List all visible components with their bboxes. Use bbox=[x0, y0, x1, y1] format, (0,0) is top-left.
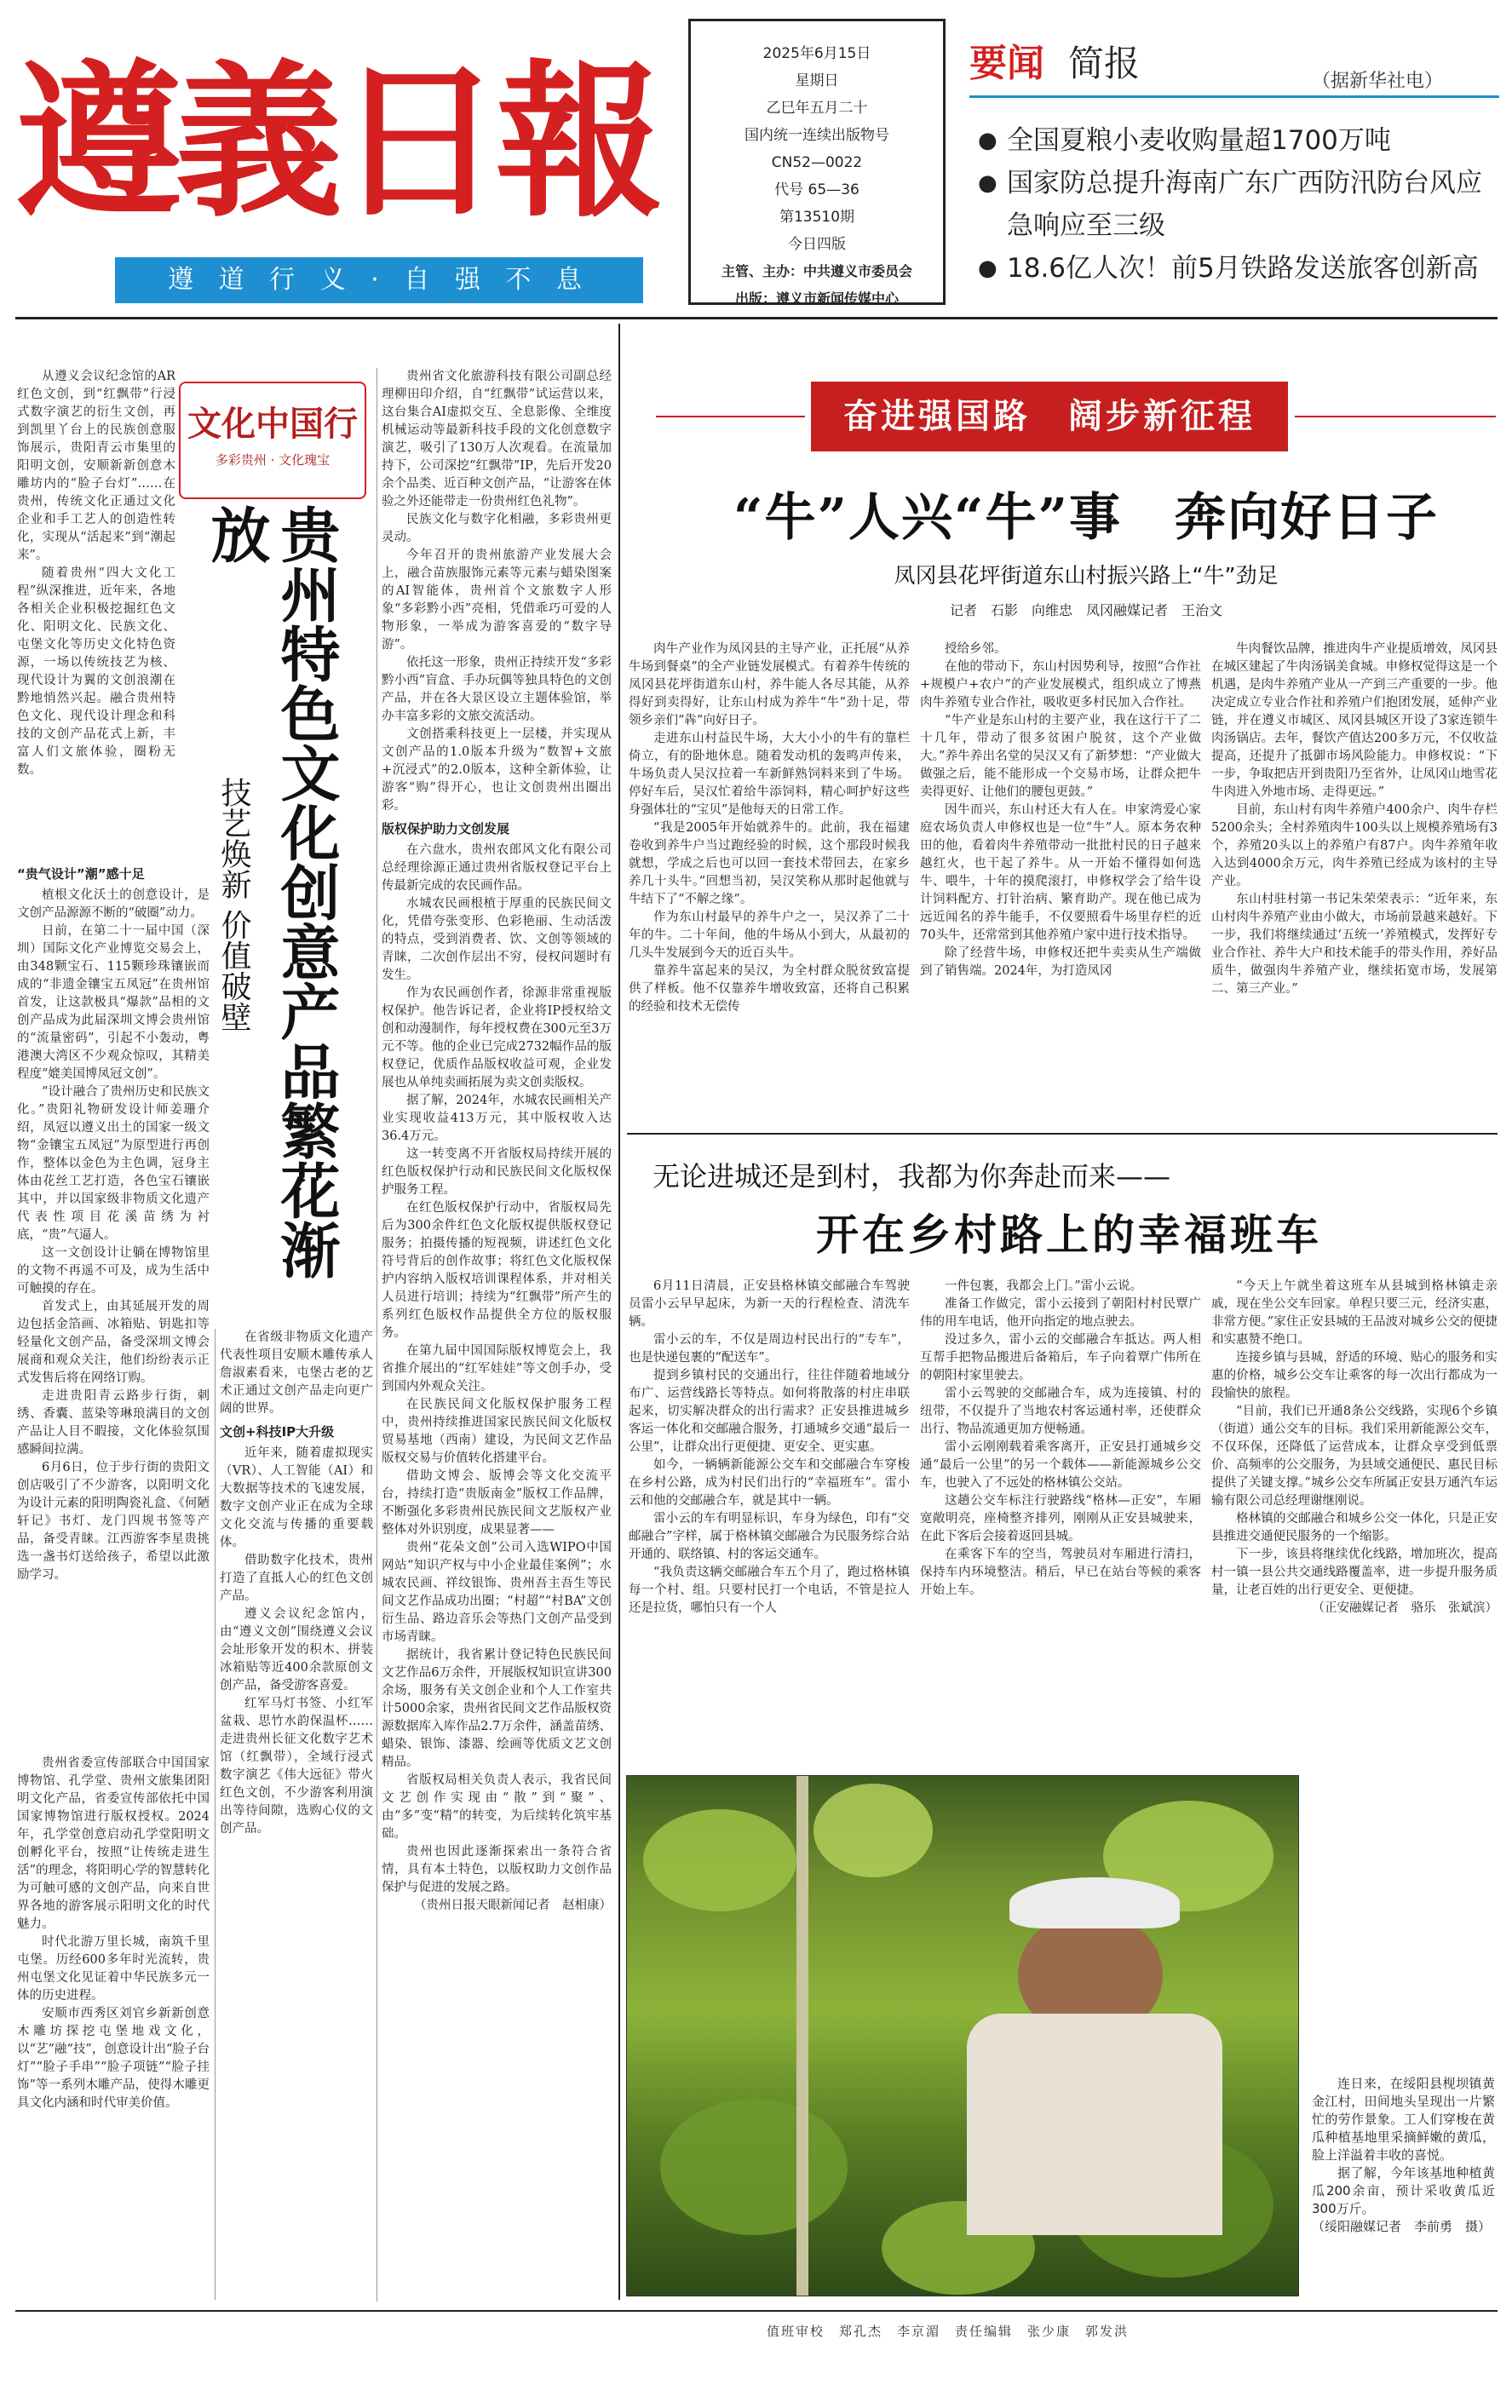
paragraph: 这一文创设计让躺在博物馆里的文物不再遥不可及，成为生活中可触摸的存在。 bbox=[17, 1246, 210, 1296]
paragraph: 雷小云刚刚载着乘客离开，正安县打通城乡交通“最后一公里”的另一个载体——新能源城乡公交车，也驶入了不远处的格林镇公交站。 bbox=[920, 1440, 1201, 1490]
paragraph: 走进贵阳青云路步行街，刺绣、香囊、蓝染等琳琅满目的文创产品让人目不暇接，文化体验氛围感瞬间拉满。 bbox=[17, 1389, 210, 1457]
culture-col2 bbox=[220, 1329, 373, 2308]
brief-rule bbox=[969, 95, 1499, 98]
paragraph: 肉牛产业作为凤冈县的主导产业，正托展“从养牛场到餐桌”的全产业链发展模式。有着养牛传统的凤冈县花坪街道东山村，养牛能人各尽其能，从养得好到卖得好，让东山村成为养牛“牛”劲十足，带领乡亲们“犇”向好日子。 bbox=[629, 642, 910, 727]
paragraph: 这一转变离不开省版权局持续开展的红色版权保护行动和民族民间文化版权保护服务工程。 bbox=[382, 1147, 612, 1197]
paragraph: 下一步，该县将继续优化线路，增加班次，提高村一镇一县公共交通线路覆盖率，进一步提升服务质量，让老百姓的出行更安全、更便捷。 bbox=[1211, 1548, 1498, 1597]
article1-col2 bbox=[920, 641, 1201, 1119]
paragraph: 省版权局相关负责人表示，我省民间文艺创作实现由“散”到“聚”、由“多”变“精”的转变，为后续转化筑牢基础。 bbox=[382, 1773, 612, 1841]
article2-headline[interactable]: 开在乡村路上的幸福班车 bbox=[816, 1210, 1322, 1260]
paragraph: “今天上午就坐着这班车从县城到格林镇走亲戚，现在坐公交车回家。单程只要三元，经济实惠，非常方便。”家住正安县城的王品波对城乡公交的便捷和实惠赞不绝口。 bbox=[1211, 1279, 1498, 1347]
paragraph: 日前，在第二十一届中国（深圳）国际文化产业博览交易会上，由348颗宝石、115颗珍珠镶嵌而成的“非遗金镶宝五凤冠”在贵州馆首发，让这款极具“爆款”品相的文创产品成为此届深圳文博会贵州馆的“流量密码”，引起不小轰动，粤港澳大湾区不少观众惊叹，其精美程度“媲美国博凤冠文创”。 bbox=[17, 924, 210, 1081]
paragraph: 从遵义会议纪念馆的AR红色文创，到“红飘带”行浸式数字演艺的衍生文创，再到凯里丫台上的民族创意服饰展示，贵阳青云市集里的阳明文创，安顺新新创意木雕坊内的“脸子台灯”……在贵州，传统文化正通过文化企业和手工艺人的创造性转化，实现从“活起来”到“潮起来”。 bbox=[17, 370, 175, 562]
paragraph: 贵州省委宣传部联合中国国家博物馆、孔学堂、贵州文旅集团阳明文化产品，省委宣传部依托中国国家博物馆进行版权授权。2024年，孔学堂创意启动孔学堂阳明文创孵化平台，按照“让传统走进生活”的理念，将阳明心学的智慧转化为可触可感的文创产品，向来自世界各地的游客展示阳明文化的时代魅力。 bbox=[17, 1756, 210, 1931]
article1-byline: 记者 石影 向维忠 凤冈融媒记者 王治文 bbox=[949, 602, 1222, 618]
paragraph: 首发式上，由其延展开发的周边包括金箔画、冰箱贴、钥匙扣等轻量化文创产品，备受深圳文博会展商和观众关注，他们纷纷表示正式发售后将在网络订购。 bbox=[17, 1300, 210, 1385]
paragraph: 没过多久，雷小云的交邮融合车抵达。两人相互帮手把物品搬进后备箱后，车子向着覃广伟所在的朝阳村家里驶去。 bbox=[920, 1333, 1201, 1382]
culture-badge bbox=[179, 382, 366, 499]
paragraph: 在红色版权保护行动中，省版权局先后为300余件红色文化版权提供版权登记服务；拍摄传播的短视频，讲述红色文化符号背后的创作故事；将红色文化版权保护内容纳入版权培训课程体系，并对相关人员进行培训；持续为“红飘带”所产生的系列红色版权作品提供全方位的版权服务。 bbox=[382, 1201, 612, 1340]
paragraph: 牛肉餐饮品牌，推进肉牛产业提质增效，凤冈县在城区建起了牛肉汤锅美食城。申修权觉得这是一个机遇，是肉牛养殖产业从一产到三产重要的一步。他决定成立专业合作社和养殖户们抱团发展，延伸产业链，并在遵义市城区、凤冈县城区开设了3家连锁牛肉汤锅店。去年，餐饮产值达200多万元，不仅收益提高，还提升了抵御市场风险能力。申修权说：“下一步，争取把店开到贵阳乃至省外，让凤冈山地雪花牛肉进入外地市场、走得更远。” bbox=[1211, 642, 1498, 799]
brief-item[interactable]: ● 国家防总提升海南广东广西防汛防台风应急响应至三级 bbox=[978, 162, 1498, 247]
paragraph: 这趟公交车标注行驶路线“格林—正安”，车厢宽敞明亮，座椅整齐排列，刚刚从正安县城驶来，在此下客后会接着返回县城。 bbox=[920, 1494, 1201, 1543]
paragraph: 贵州“花朵文创”公司入选WIPO中国网站“知识产权与中小企业最佳案例”；水城农民画、祥纹银饰、贵州吾主吾生等民间文艺作品成功出圈；“村超”“村BA”文创衍生品、路边音乐会等热门文创产品受到市场青睐。 bbox=[382, 1541, 612, 1644]
culture-col3 bbox=[382, 368, 612, 2302]
brief-item[interactable]: ● 全国夏粮小麦收购量超1700万吨 bbox=[978, 119, 1498, 162]
paragraph: 时代北游万里长城，南筑千里屯堡。历经600多年时光流转，贵州屯堡文化见证着中华民族多元一体的历史进程。 bbox=[17, 1935, 210, 2003]
issue-weekday: 星期日 bbox=[795, 72, 839, 89]
brief-list bbox=[978, 119, 1498, 290]
issue-number: 第13510期 bbox=[779, 209, 855, 226]
culture-col1-bottom bbox=[17, 1755, 210, 2308]
section-divider bbox=[618, 324, 620, 2300]
paragraph: 水城农民画根植于厚重的民族民间文化，凭借夸张变形、色彩艳丽、生动活泼的特点，受到消费者、饮、文创等领域的青睐，二次创作层出不穷，侵权问题时有发生。 bbox=[382, 897, 612, 982]
cn-label: 国内统一连续出版物号 bbox=[745, 127, 889, 144]
paragraph: 贵州也因此逐渐探索出一条符合省情，具有本土特色，以版权助力文创作品保护与促进的发展之路。 bbox=[382, 1845, 612, 1894]
paragraph: 在第九届中国国际版权博览会上，我省推介展出的“红军娃娃”等文创手办，受到国内外观众关注。 bbox=[382, 1344, 612, 1394]
paragraph: “目前，我们已开通8条公交线路，实现6个乡镇（街道）通公交车的目标。我们采用新能源公交车，不仅环保，还降低了运营成本，让群众享受到低票价、高频率的公交服务，为县域交通便民、惠民目标提供了关键支撑。”城乡公交车所属正安县万通汽车运输有限公司总经理谢继刚说。 bbox=[1211, 1405, 1498, 1508]
byline: （正安融媒记者 骆乐 张斌滨） bbox=[1312, 1601, 1498, 1615]
paragraph: 格林镇的交邮融合和城乡公交一体化，只是正安县推进交通便民服务的一个缩影。 bbox=[1211, 1512, 1498, 1543]
badge-title: 文化中国行 bbox=[187, 404, 358, 444]
banner-rule-right bbox=[1295, 416, 1496, 417]
culture-col1-top bbox=[17, 368, 175, 858]
paragraph: “牛产业是东山村的主要产业，我在这行干了二十几年，带动了很多贫困户脱贫，这个产业做大。”养牛养出名堂的吴汉又有了新梦想：“产业做大做强之后，能不能形成一个交易市场，让群众把牛卖得更好、让他们的腰包更鼓。” bbox=[920, 714, 1201, 799]
paragraph: 贵州省文化旅游科技有限公司副总经理柳田印介绍，自“红飘带”试运营以来，这台集合AI虚拟交互、全息影像、全维度机械运动等最新科技手段的文化创意数字演艺，吸引了130万人次观看。在流量加持下，公司深挖“红飘带”IP，先后开发20余个品类、近百种文创产品，“让游客在体验之外还能带走一份贵州红色礼物”。 bbox=[382, 370, 612, 509]
paragraph: 靠养牛富起来的吴汉，为全村群众脱贫致富提供了样板。他不仅靠养牛增收致富，还将自己积累的经验和技术无偿传 bbox=[629, 964, 910, 1014]
paragraph: 雷小云的车有明显标识，车身为绿色，印有“交邮融合”字样，属于格林镇交邮融合为民服务综合站开通的、联络镇、村的客运交通车。 bbox=[629, 1512, 910, 1561]
paragraph: 因牛而兴，东山村还大有人在。申家湾爱心家庭农场负责人申修权也是一位“牛”人。原本务农种田的他，看着肉牛养殖带动一批批村民的日子越来越红火，也干起了养牛。从一开始不懂得如何选牛、喂牛，十年的摸爬滚打，申修权学会了给牛设计饲料配方、打针治病、繁育助产。现在他已成为远近闻名的养牛能手，不仅要照看牛场里存栏的近70头牛，还常常到其他养殖户家中进行技术指导。 bbox=[920, 803, 1201, 942]
issue-info-box bbox=[688, 19, 946, 305]
paragraph: 今年召开的贵州旅游产业发展大会上，融合苗族服饰元素等元素与蜡染图案的AI智能体，贵州首个文旅数字人形象“多彩黔小西”亮相，凭借乖巧可爱的人物形象，一举成为游客喜爱的“数字导游”。 bbox=[382, 549, 612, 652]
paragraph: 据统计，我省累计登记特色民族民间文艺作品6万余件，开展版权知识宣讲300余场，服务有关文创企业和个人工作室共计5000余家，贵州省民间文艺作品版权资源数据库入库作品2.7万余件，涵盖苗绣、蜡染、银饰、漆器、绘画等优质文艺文创精品。 bbox=[382, 1648, 612, 1769]
paragraph: 作为农民画创作者，徐源非常重视版权保护。他告诉记者，企业将IP授权给文创和动漫制作，每年授权费在300元至3万元不等。他的企业已完成2732幅作品的版权登记，优质作品版权收益可观，企业发展也从单纯卖画拓展为卖文创卖版权。 bbox=[382, 986, 612, 1089]
paragraph: 走进东山村益民牛场，大大小小的牛有的靠栏倚立，有的卧地休息。随着发动机的轰鸣声传来，牛场负责人吴汉拉着一车新鲜熟饲料来到了牛场。停好车后，吴汉忙着给牛添饲料，精心呵护好这些身强体壮的“宝贝”是他每天的日常工作。 bbox=[629, 732, 910, 817]
paragraph: “设计融合了贵州历史和民族文化。”贵阳礼物研发设计师姜珊介绍，凤冠以遵义出土的国家一级文物“金镶宝五凤冠”为原型进行再创作，整体以金色为主色调，冠身主体由花丝工艺打造，各色宝石镶嵌其中，并以国家级非物质文化遗产代表性项目花溪苗绣为衬底，“贵”气逼人。 bbox=[17, 1085, 210, 1242]
caption-text: 据了解，今年该基地种植黄瓜200余亩，预计采收黄瓜近300万斤。 bbox=[1312, 2165, 1495, 2216]
issue-date: 2025年6月15日 bbox=[762, 45, 871, 62]
brief-item[interactable]: ● 18.6亿人次！前5月铁路发送旅客创新高 bbox=[978, 247, 1498, 290]
culture-col1 bbox=[17, 860, 210, 1750]
paragraph: 除了经营牛场，申修权还把牛卖卖从生产端做到了销售端。2024年，为打造凤冈 bbox=[920, 946, 1201, 978]
paragraph: 借助文博会、版博会等文化交流平台，持续打造“贵版南金”版权工作品牌，不断强化多彩贵州民族民间文艺版权产业整体对外识别度，成果显著—— bbox=[382, 1469, 612, 1537]
brief-title: 简报 bbox=[1068, 43, 1141, 84]
page-count: 今日四版 bbox=[788, 236, 846, 253]
paragraph: “我是2005年开始就养牛的。此前，我在福建卷收到养牛户当过跑经验的时候，这个那段时候我就想，学成之后也可以回一套技术带回去，在家乡养几十头牛。”回想当初，吴汉笑称从那时起他就与牛结下了“不解之缘”。 bbox=[629, 821, 910, 906]
cn-number: CN52—0022 bbox=[771, 154, 863, 171]
paragraph: 植根文化沃土的创意设计，是文创产品源源不断的“破圈”动力。 bbox=[17, 888, 210, 920]
paragraph: 6月6日，位于步行街的贵阳文创店吸引了不少游客，以阳明文化为设计元素的阳明陶瓷礼盒、《何陋轩记》书灯、龙门四规书签等产品，备受青睐。江西游客李星贵挑选一盏书灯送给孩子，希望以此激励学习。 bbox=[17, 1461, 210, 1582]
issue-lunar: 乙巳年五月二十 bbox=[766, 100, 868, 117]
article1-col1 bbox=[629, 641, 910, 1119]
byline: （贵州日报天眼新闻记者 赵相康） bbox=[414, 1899, 612, 1912]
paragraph: 目前，东山村有肉牛养殖户400余户、肉牛存栏5200余头；全村养殖肉牛100头以上规模养殖场有3个，养殖20头以上的养殖户有87户。肉牛养殖年收入达到4000余万元，肉牛养殖已经成为该村的主导产业。 bbox=[1211, 803, 1498, 888]
paragraph: 随着贵州“四大文化工程”纵深推进，近年来，各地各相关企业积极挖掘红色文化、阳明文化、民族文化、屯堡文化等历史文化特色资源，一场以传统技艺为核、现代设计为翼的文创浪潮在黔地悄然兴起。融合贵州特色文化、现代设计理念和科技的文创产品花式上新，丰富人们文旅体验，圈粉无数。 bbox=[17, 566, 175, 777]
slogan: 遵 道 行 义 · 自 强 不 息 bbox=[115, 257, 643, 303]
paragraph: 6月11日清晨，正安县格林镇交邮融合车驾驶员雷小云早早起床，为新一天的行程检查、清洗车辆。 bbox=[629, 1279, 910, 1329]
badge-subtitle: 多彩贵州 · 文化瑰宝 bbox=[215, 452, 331, 468]
article-divider bbox=[627, 1133, 1498, 1135]
paragraph: 安顺市西秀区刘官乡新新创意木雕坊探挖屯堡地戏文化，以“艺”融“技”，创意设计出“脸子台灯”“脸子手串”“脸子项链”“脸子挂饰”等一系列木雕产品，使得木雕更具文化内涵和时代审美价值。 bbox=[17, 2007, 210, 2110]
photo-caption bbox=[1312, 2075, 1495, 2236]
paragraph: 连接乡镇与县城，舒适的环境、贴心的服务和实惠的价格，城乡公交车让乘客的每一次出行都成为一段愉快的旅程。 bbox=[1211, 1351, 1498, 1400]
paragraph: 东山村驻村第一书记朱荣荣表示：“近年来，东山村肉牛养殖产业由小做大，市场前景越来越好。下一步，我们将继续通过‘五统一’养殖模式，发挥好专业合作社、养牛大户和技术能手的带头作用，养好品质牛，做强肉牛养殖产业，继续拓宽市场，发展第二、第三产业。” bbox=[1211, 893, 1498, 996]
section-subhead: 文创+科技IP大升级 bbox=[220, 1424, 335, 1440]
paragraph: 在省级非物质文化遗产代表性项目安顺木雕传承人詹淑素看来，屯堡古老的艺术正通过文创产品走向更广阔的世界。 bbox=[220, 1330, 373, 1416]
paragraph: 在六盘水，贵州农郎风文化有限公司总经理徐源正通过贵州省版权登记平台上传最新完成的农民画作品。 bbox=[382, 843, 612, 893]
paragraph: 在民族民间文化版权保护服务工程中，贵州持续推进国家民族民间文化版权贸易基地（西南）建设，为民间文艺作品版权交易与价值转化搭建平台。 bbox=[382, 1398, 612, 1465]
photo-frame bbox=[626, 1775, 1299, 2296]
masthead-rule bbox=[15, 317, 1498, 319]
paragraph: 借助数字化技术，贵州打造了直抵人心的红色文创产品。 bbox=[220, 1554, 373, 1603]
paragraph: 在乘客下车的空当，驾驶员对车厢进行清扫，保持车内环境整洁。稍后，早已在站台等候的乘客开始上车。 bbox=[920, 1548, 1201, 1597]
article2-col2 bbox=[920, 1278, 1201, 1763]
brief-source: （据新华社电） bbox=[1312, 71, 1444, 92]
paragraph: 文创搭乘科技更上一层楼，并实现从文创产品的1.0版本升级为“数智+文旅+沉浸式”的2.0版本，这种全新体验，让游客“购”得开心，也让文创贵州出圈出彩。 bbox=[382, 727, 612, 813]
article1-headline[interactable]: “牛”人兴“牛”事 奔向好日子 bbox=[733, 488, 1440, 548]
banner-rule-left bbox=[656, 416, 805, 417]
paragraph: 民族文化与数字化相融，多彩贵州更灵动。 bbox=[382, 513, 612, 544]
article2-pretitle: 无论进城还是到村，我都为你奔赴而来—— bbox=[653, 1160, 1171, 1193]
paragraph: 授给乡邻。 bbox=[945, 642, 1007, 656]
paragraph: 据了解，2024年，水城农民画相关产业实现收益413万元，其中版权收入达36.4万元。 bbox=[382, 1094, 612, 1143]
publisher: 出版：遵义市新闻传媒中心 bbox=[734, 290, 899, 307]
newspaper-logo: 遵義日報 bbox=[15, 44, 657, 240]
sponsor: 主管、主办：中共遵义市委员会 bbox=[721, 263, 912, 279]
paragraph: 在他的带动下，东山村因势利导，按照“合作社+规模户+农户”的产业发展模式，组织成立了博燕肉牛养殖专业合作社，吸收更多村民加入合作社。 bbox=[920, 660, 1201, 710]
paragraph: 近年来，随着虚拟现实（VR）、人工智能（AI）和大数据等技术的飞速发展，数字文创产业正在成为全球文化交流与传播的重要载体。 bbox=[220, 1446, 373, 1549]
culture-subheadline: 技艺焕新 价值破壁 bbox=[216, 777, 251, 1032]
paragraph: 雷小云的车，不仅是周边村民出行的“专车”，也是快递包裹的“配送车”。 bbox=[629, 1333, 910, 1365]
article1-col3 bbox=[1211, 641, 1498, 1119]
caption-text: 连日来，在绥阳县枧坝镇黄金江村，田间地头呈现出一片繁忙的劳作景象。工人们穿梭在黄瓜种植基地里采摘鲜嫩的黄瓜，脸上洋溢着丰收的喜悦。 bbox=[1312, 2076, 1495, 2163]
paragraph: 红军马灯书签、小红军盆栽、思竹水韵保温杯……走进贵州长征文化数字艺术馆（红飘带），全域行浸式数字演艺《伟大远征》带火红色文创，不少游客利用演出等待间隙，选购心仪的文创产品。 bbox=[220, 1697, 373, 1836]
paragraph: 遵义会议纪念馆内，由“遵义文创”围绕遵义会议会址形象开发的积木、拼装冰箱贴等近400余款原创文创产品，备受游客喜爱。 bbox=[220, 1607, 373, 1692]
section-subhead: “贵气设计”潮”感十足 bbox=[17, 866, 145, 882]
photo-credit: （绥阳融媒记者 李前勇 摄） bbox=[1312, 2219, 1492, 2234]
article2-col1 bbox=[629, 1278, 910, 1763]
article1-subheadline: 凤冈县花坪街道东山村振兴路上“牛”劲足 bbox=[894, 563, 1279, 588]
paragraph: 准备工作做完，雷小云接到了朝阳村村民覃广伟的用车电话，他开向指定的地点驶去。 bbox=[920, 1297, 1201, 1329]
section-banner: 奋进强国路 阔步新征程 bbox=[811, 382, 1288, 451]
brief-title-red: 要闻 bbox=[969, 42, 1044, 85]
paragraph: 雷小云驾驶的交邮融合车，成为连接镇、村的纽带，不仅提升了当地农村客运通村率，还使群众出行、物品流通更加方便畅通。 bbox=[920, 1387, 1201, 1436]
paragraph: 作为东山村最早的养牛户之一，吴汉养了二十年的牛。二十年间，他的牛场从小到大，从最初的几头牛发展到今天的近百头牛。 bbox=[629, 911, 910, 960]
footer-rule bbox=[15, 2310, 1498, 2312]
paragraph: 依托这一形象，贵州正持续开发“多彩黔小西”盲盒、手办玩偶等独具特色的文创产品，并在各大景区设立主题体验馆，举办丰富多彩的文旅交流活动。 bbox=[382, 656, 612, 723]
paragraph: 如今，一辆辆新能源公交车和交邮融合车穿梭在乡村公路，成为村民们出行的“幸福班车”。雷小云和他的交邮融合车，就是其中一辆。 bbox=[629, 1458, 910, 1508]
paragraph: 提到乡镇村民的交通出行，往往伴随着地域分布广、运营线路长等特点。如何将散落的村庄串联起来，切实解决群众的出行需求？正安县推进城乡客运一体化和交邮融合服务，打通城乡交通“最后一公里”，让群众出行更便捷、更安全、更实惠。 bbox=[629, 1369, 910, 1454]
paragraph: 一件包裹，我都会上门。”雷小云说。 bbox=[945, 1279, 1143, 1293]
section-subhead: 版权保护助力文创发展 bbox=[382, 821, 510, 836]
column-divider bbox=[215, 1329, 216, 2300]
paragraph: “我负责这辆交邮融合车五个月了，跑过格林镇每一个村、组。只要村民打一个电话，不管是拉人还是拉货，哪怕只有一个人 bbox=[629, 1566, 910, 1615]
article2-col3 bbox=[1211, 1278, 1498, 1763]
postal-code: 代号 65—36 bbox=[774, 181, 859, 198]
editor-credits: 值班审校 郑孔杰 李京湄 责任编辑 张少康 郭发洪 bbox=[767, 2324, 1130, 2339]
culture-headline[interactable]: 贵州特色文化创意产品繁花渐放 bbox=[201, 504, 341, 1279]
